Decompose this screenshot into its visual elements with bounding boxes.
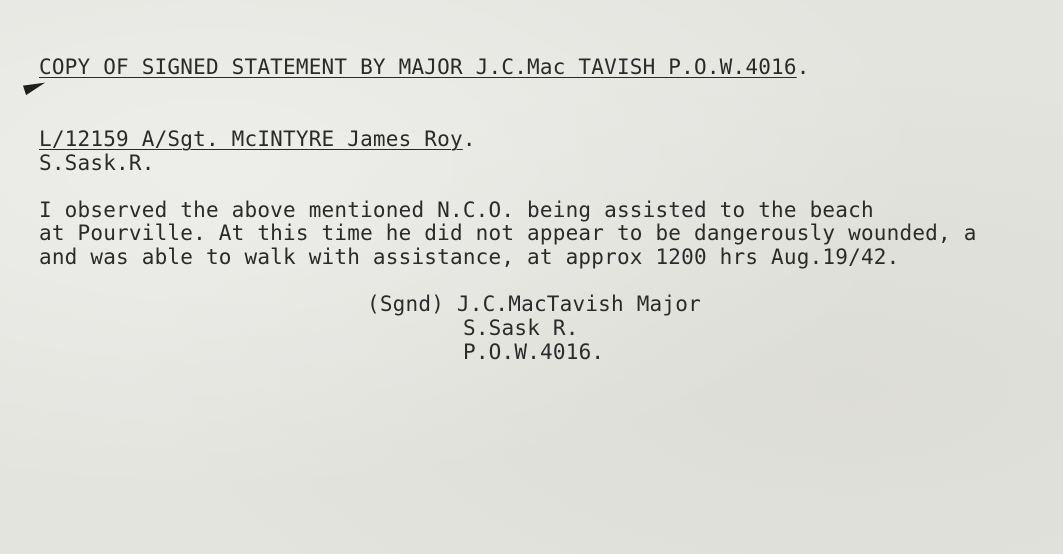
subject-name-period: . [462, 127, 476, 151]
document-heading [39, 55, 810, 79]
subject-unit: S.Sask.R. [39, 151, 155, 175]
subject-name-line [39, 127, 476, 151]
signature-line-1: (Sgnd) J.C.MacTavish Major [367, 292, 701, 316]
statement-line-1: I observed the above mentioned N.C.O. being assisted to the beach [39, 198, 874, 222]
signature-line-3: P.O.W.4016. [463, 340, 605, 364]
statement-line-3: and was able to walk with assistance, at approx 1200 hrs Aug.19/42. [39, 245, 900, 269]
statement-line-2: at Pourville. At this time he did not appear to be dangerously wounded, a [39, 221, 977, 245]
subject-name: L/12159 A/Sgt. McINTYRE James Roy [39, 127, 463, 151]
document-heading-period: . [796, 55, 810, 79]
signature-line-2: S.Sask R. [463, 316, 579, 340]
document-heading-text: COPY OF SIGNED STATEMENT BY MAJOR J.C.Mac TAVISH P.O.W.4016 [39, 55, 797, 79]
pen-arrow-mark [23, 79, 47, 95]
